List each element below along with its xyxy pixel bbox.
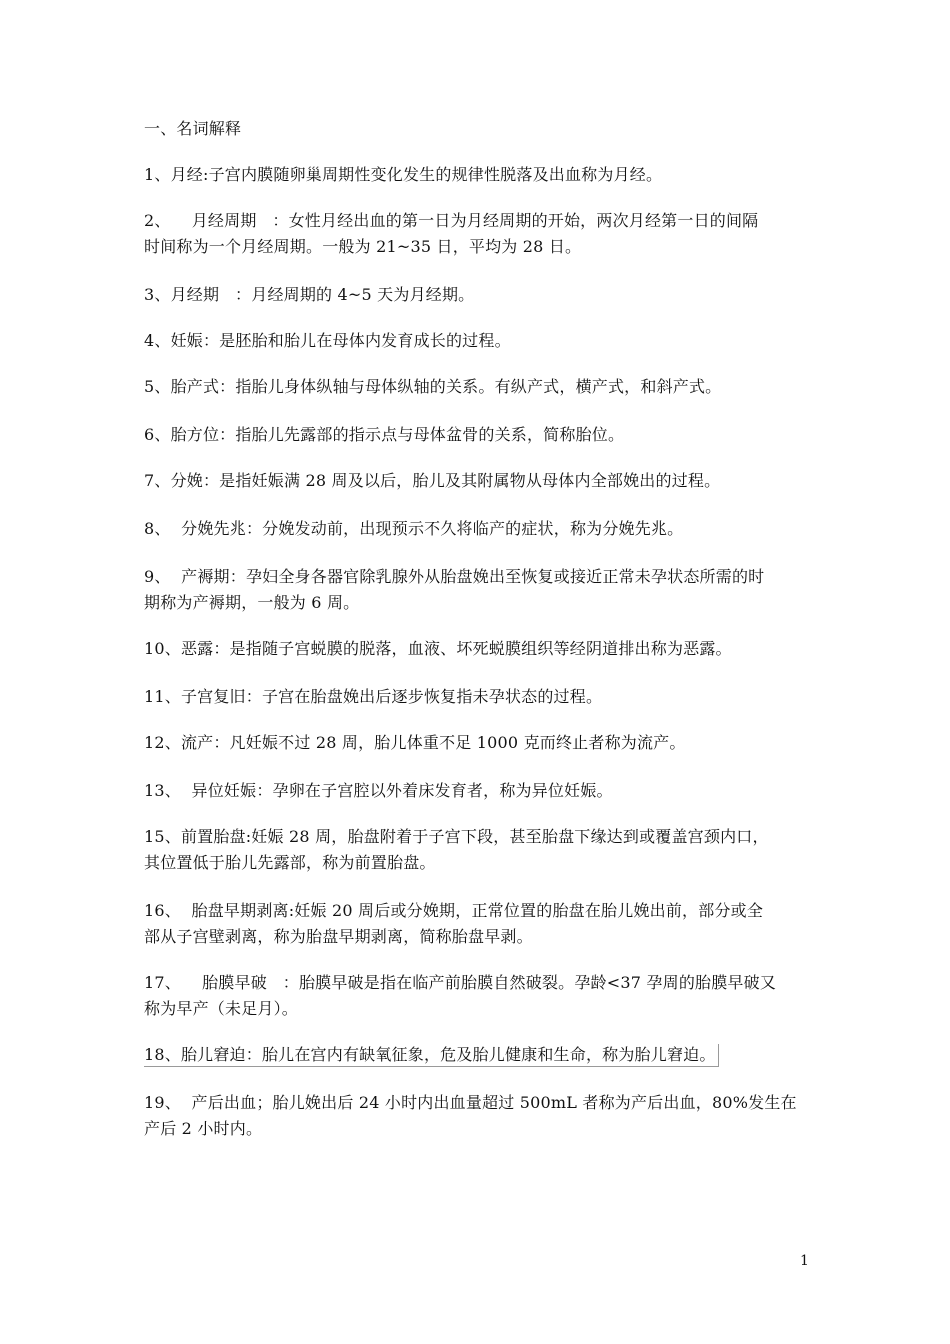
term-line-19a: 19、 产后出血；胎儿娩出后 24 小时内出血量超过 500mL 者称为产后出血，80%发生在 [144,1093,797,1112]
term-line-10: 10、恶露：是指随子宫蜕膜的脱落，血液、坏死蜕膜组织等经阴道排出称为恶露。 [144,639,732,658]
term-line-2a: 2、 月经周期 ：女性月经出血的第一日为月经周期的开始，两次月经第一日的间隔 [144,211,759,230]
term-line-9b: 期称为产褥期，一般为 6 周。 [144,593,360,612]
term-line-4: 4、妊娠：是胚胎和胎儿在母体内发育成长的过程。 [144,331,511,350]
term-line-13: 13、 异位妊娠：孕卵在子宫腔以外着床发育者，称为异位妊娠。 [144,781,613,800]
term-line-12: 12、流产：凡妊娠不过 28 周，胎儿体重不足 1000 克而终止者称为流产。 [144,733,686,752]
term-line-15b: 其位置低于胎儿先露部，称为前置胎盘。 [144,853,436,872]
term-line-16b: 部从子宫壁剥离，称为胎盘早期剥离，简称胎盘早剥。 [144,927,533,946]
term-line-1: 1、月经:子宫内膜随卵巢周期性变化发生的规律性脱落及出血称为月经。 [144,165,663,184]
term-line-19b: 产后 2 小时内。 [144,1119,263,1138]
term-line-3: 3、月经期 ：月经周期的 4~5 天为月经期。 [144,285,475,304]
term-line-17b: 称为早产（未足月）。 [144,999,299,1018]
term-line-11: 11、子宫复旧：子宫在胎盘娩出后逐步恢复指未孕状态的过程。 [144,687,603,706]
term-line-2b: 时间称为一个月经周期。一般为 21~35 日，平均为 28 日。 [144,237,582,256]
page-number: 1 [800,1253,809,1269]
section-heading: 一、名词解释 [144,119,242,138]
term-line-18: 18、胎儿窘迫：胎儿在宫内有缺氧征象，危及胎儿健康和生命，称为胎儿窘迫。 [144,1044,719,1067]
term-line-7: 7、分娩：是指妊娠满 28 周及以后，胎儿及其附属物从母体内全部娩出的过程。 [144,471,721,490]
term-line-8: 8、 分娩先兆：分娩发动前，出现预示不久将临产的症状，称为分娩先兆。 [144,519,684,538]
term-line-17a: 17、 胎膜早破 ：胎膜早破是指在临产前胎膜自然破裂。孕龄<37 孕周的胎膜早破又 [144,973,777,992]
term-line-15a: 15、前置胎盘:妊娠 28 周，胎盘附着于子宫下段，甚至胎盘下缘达到或覆盖宫颈内口， [144,827,769,846]
term-line-5: 5、胎产式：指胎儿身体纵轴与母体纵轴的关系。有纵产式，横产式，和斜产式。 [144,377,722,396]
term-line-6: 6、胎方位：指胎儿先露部的指示点与母体盆骨的关系，简称胎位。 [144,425,625,444]
term-line-16a: 16、 胎盘早期剥离:妊娠 20 周后或分娩期，正常位置的胎盘在胎儿娩出前，部分或全 [144,901,764,920]
term-line-9a: 9、 产褥期：孕妇全身各器官除乳腺外从胎盘娩出至恢复或接近正常未孕状态所需的时 [144,567,765,586]
